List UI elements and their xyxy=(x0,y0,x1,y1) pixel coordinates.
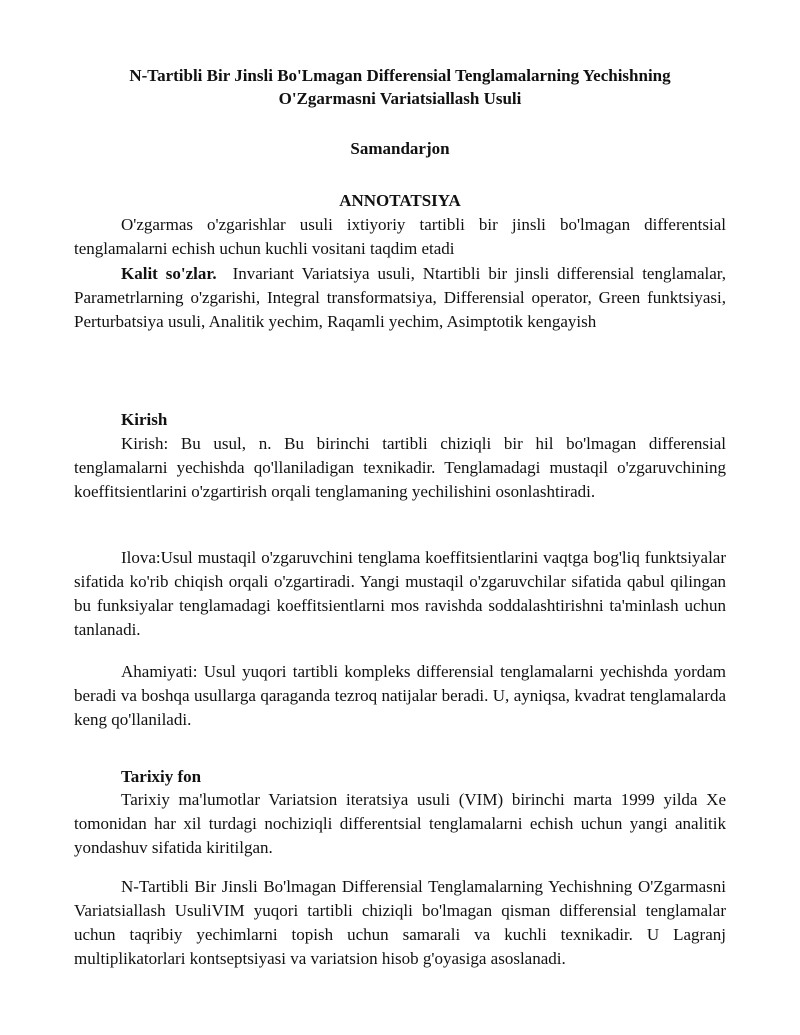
abstract-text: O'zgarmas o'zgarishlar usuli ixtiyoriy tartibli bir jinsli bo'lmagan differentsial tenglamalarni echish uchun kuchli vositani taqdim etadi xyxy=(74,215,726,258)
background-paragraph-2: N-Tartibli Bir Jinsli Bo'lmagan Differensial Tenglamalarning Yechishning O'Zgarmasni Variatsiallash UsuliVIM yuqori tartibli chiziqli bo'lmagan qisman differensial tenglamalar uchun taqribiy yechimlarni topish uchun samarali va kuchli texnikadir. U Lagranj multiplikatorlari kontseptsiyasi va variatsion hisob g'oyasiga asoslanadi. xyxy=(74,877,726,968)
abstract-heading: ANNOTATSIYA xyxy=(339,191,461,210)
intro-paragraph-3: Ahamiyati: Usul yuqori tartibli kompleks differensial tenglamalarni yechishda yordam beradi va boshqa usullarga qaraganda tezroq natijalar beradi. U, ayniqsa, kvadrat tenglamalarda keng qo'llaniladi. xyxy=(74,662,726,729)
intro-paragraph-2: Ilova:Usul mustaqil o'zgaruvchini tenglama koeffitsientlarini vaqtga bog'liq funktsiyalar sifatida ko'rib chiqish orqali o'zgartiradi. Yangi mustaqil o'zgaruvchilar sifatida qabul qilingan bu funksiyalar tenglamadagi koeffitsientlarni mos ravishda soddalashtirishni ta'minlash uchun tanlanadi. xyxy=(74,548,726,639)
author-name: Samandarjon xyxy=(350,139,450,158)
paper-title-line-1: N-Tartibli Bir Jinsli Bo'Lmagan Differensial Tenglamalarning Yechishning xyxy=(129,66,671,85)
section-heading-kirish: Kirish xyxy=(121,410,168,429)
background-paragraph-1: Tarixiy ma'lumotlar Variatsion iteratsiya usuli (VIM) birinchi marta 1999 yilda Xe tomonidan har xil turdagi nochiziqli differentsial tenglamalarni echish uchun yangi analitik yondashuv sifatida kiritilgan. xyxy=(74,790,726,857)
keywords-paragraph xyxy=(74,262,726,334)
paper-title-line-2: O'Zgarmasni Variatsiallash Usuli xyxy=(278,89,522,108)
section-heading-tarixiy-fon: Tarixiy fon xyxy=(121,767,202,786)
keywords-label: Kalit so'zlar. xyxy=(121,264,217,283)
keywords-text: Invariant Variatsiya usuli, Ntartibli bir jinsli differensial tenglamalar, Parametrlarning o'zgarishi, Integral transformatsiya, Differensial operator, Green funktsiyasi, Perturbatsiya usuli, Analitik yechim, Raqamli yechim, Asimptotik kengayish xyxy=(74,264,727,331)
intro-paragraph-1: Kirish: Bu usul, n. Bu birinchi tartibli chiziqli bir hil bo'lmagan differensial tenglamalarni yechishda qo'llaniladigan texnikadir. Tenglamadagi mustaqil o'zgaruvchining koeffitsientlarini o'zgartirish orqali tenglamaning yechilishini osonlashtiradi. xyxy=(74,434,726,501)
paper-title xyxy=(74,64,726,110)
